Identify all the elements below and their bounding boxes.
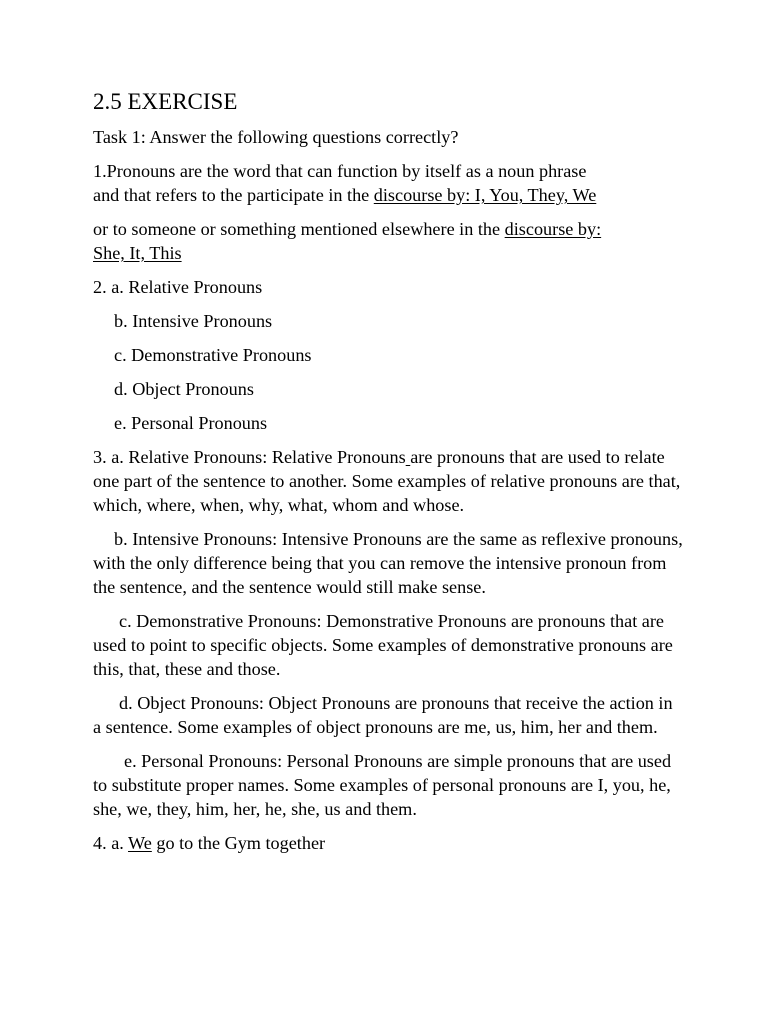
- answer-2-item-e: e. Personal Pronouns: [114, 413, 268, 433]
- answer-4a-lead: 4. a.: [93, 833, 129, 853]
- answer-1-line2-text: and that refers to the participate in the: [93, 185, 374, 205]
- answer-1-line3-text: or to someone or something mentioned elsewhere in the: [93, 219, 505, 239]
- answer-3-item-b: b. Intensive Pronouns: Intensive Pronouns are the same as reflexive pronouns, with the only difference being that you can remove the intensive pronoun from the sentence, and the sentence would still make sense.: [93, 529, 683, 597]
- answer-2-item-a: 2. a. Relative Pronouns: [93, 277, 263, 297]
- answer-2-item-d: d. Object Pronouns: [114, 379, 254, 399]
- answer-3a-lead: 3. a. Relative Pronouns: Relative Pronouns: [93, 447, 406, 467]
- answer-3a-body: are pronouns that are used to relate one part of the sentence to another. Some examples of relative pronouns are that, which, where, when, why, what, whom and whose.: [93, 447, 681, 515]
- answer-1-continued: [93, 217, 683, 265]
- answer-2-item-c: c. Demonstrative Pronouns: [114, 345, 312, 365]
- answer-4-item-a: [93, 831, 683, 855]
- task-instruction: Task 1: Answer the following questions correctly?: [93, 127, 459, 147]
- answer-4a-underline: We: [128, 833, 152, 853]
- answer-3-item-d: d. Object Pronouns: Object Pronouns are pronouns that receive the action in a sentence. Some examples of object pronouns are me, us, him, her and them.: [93, 693, 673, 737]
- answer-1-underline-2: discourse by:: [504, 219, 602, 239]
- document-page: [93, 88, 683, 865]
- answer-1-line1: 1.Pronouns are the word that can function by itself as a noun phrase: [93, 161, 587, 181]
- section-heading: 2.5 EXERCISE: [93, 89, 238, 114]
- answer-1-underline-3: She, It, This: [93, 243, 182, 263]
- answer-4a-body: go to the Gym together: [151, 833, 326, 853]
- answer-1-underline-1: discourse by: I, You, They, We: [373, 185, 597, 205]
- answer-3-item-e: e. Personal Pronouns: Personal Pronouns are simple pronouns that are used to substitute proper names. Some examples of personal pronouns are I, you, he, she, we, they, him, her, he, she, us and them.: [93, 751, 672, 819]
- answer-2-item-b: b. Intensive Pronouns: [114, 311, 273, 331]
- answer-3-item-c: c. Demonstrative Pronouns: Demonstrative Pronouns are pronouns that are used to point to specific objects. Some examples of demonstrative pronouns are this, that, these and those.: [93, 611, 673, 679]
- answer-3-item-a: [93, 445, 683, 517]
- answer-1: [93, 159, 683, 207]
